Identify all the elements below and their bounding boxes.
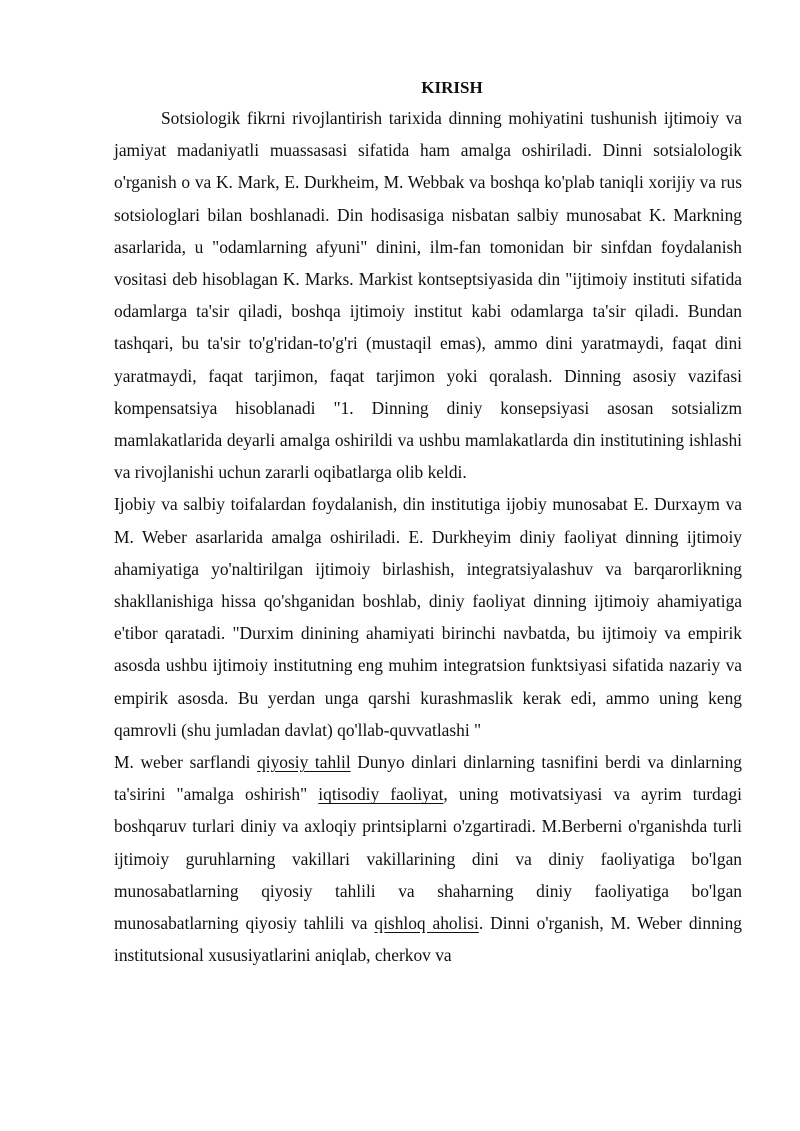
paragraph-3-text-3: , uning motivatsiyasi va ayrim turdagi boshqaruv turlari diniy va axloqiy printsiplarni o'zgartiradi. M.Berberni o'rganishda turli ijtimoiy guruhlarning vakillari vakillarining dini va diniy faoliyatiga bo'lgan munosabatlarning qiyosiy tahlili va shaharning diniy faoliyatiga bo'lgan munosabatlarning qiyosiy tahlili va bbox=[114, 784, 742, 934]
paragraph-3-text-4: . Dinni o'rganish, M. Weber dinning institutsional xususiyatlarini aniqlab, cherkov va bbox=[114, 913, 742, 966]
paragraph-3 bbox=[114, 746, 742, 971]
link-iqtisodiy-faoliyat[interactable]: iqtisodiy faoliyat bbox=[318, 784, 444, 805]
link-qiyosiy-tahlil[interactable]: qiyosiy tahlil bbox=[257, 752, 351, 773]
document-body bbox=[114, 74, 742, 971]
paragraph-3-text-1: M. weber sarflandi bbox=[114, 752, 258, 773]
paragraph-1: Sotsiologik fikrni rivojlantirish tarixida dinning mohiyatini tushunish ijtimoiy va jamiyat madaniyatli muassasasi sifatida ham amalga oshiriladi. Dinni sotsialologik o'rganish o va K. Mark, E. Durkheim, M. Webbak va boshqa ko'plab taniqli xorijiy va rus sotsiologlari bilan boshlanadi. Din hodisasiga nisbatan salbiy munosabat K. Markning asarlarida, u "odamlarning afyuni" dinini, ilm-fan tomonidan bir sinfdan foydalanish vositasi deb hisoblagan K. Marks. Markist kontseptsiyasida din "ijtimoiy instituti sifatida odamlarga ta'sir qiladi, boshqa ijtimoiy institut kabi odamlarga ta'sir qiladi. Bundan tashqari, bu ta'sir to'g'ridan-to'g'ri (mustaqil emas), ammo dini yaratmaydi, faqat dini yaratmaydi, faqat tarjimon, faqat tarjimon yoki qoralash. Dinning asosiy vazifasi kompensatsiya hisoblanadi "1. Dinning diniy konsepsiyasi asosan sotsializm mamlakatlarida deyarli amalga oshirildi va ushbu mamlakatlarda din institutining ishlashi va rivojlanishi uchun zararli oqibatlarga olib keldi. bbox=[114, 108, 742, 483]
paragraph-2: Ijobiy va salbiy toifalardan foydalanish, din institutiga ijobiy munosabat E. Durxaym va M. Weber asarlarida amalga oshiriladi. E. Durkheyim diniy faoliyat dinning ijtimoiy ahamiyatiga yo'naltirilgan ijtimoiy birlashish, integratsiyalashuv va barqarorlikning shakllanishiga hissa qo'shganidan boshlab, diniy faoliyat dinning ijtimoiy ahamiyatiga e'tibor qaratadi. "Durxim dinining ahamiyati birinchi navbatda, bu ijtimoiy va empirik asosda ushbu ijtimoiy institutning eng muhim integratsion funktsiyasi sifatida nazariy va empirik asosda. Bu yerdan unga qarshi kurashmaslik kerak edi, ammo uning keng qamrovli (shu jumladan davlat) qo'llab-quvvatlashi " bbox=[114, 494, 742, 740]
paragraph-3-text-2: Dunyo dinlari dinlarning tasnifini berdi va dinlarning ta'sirini "amalga oshirish" bbox=[114, 752, 742, 805]
link-qishloq-aholisi[interactable]: qishloq aholisi bbox=[374, 913, 479, 934]
page-title: KIRISH bbox=[421, 78, 483, 97]
